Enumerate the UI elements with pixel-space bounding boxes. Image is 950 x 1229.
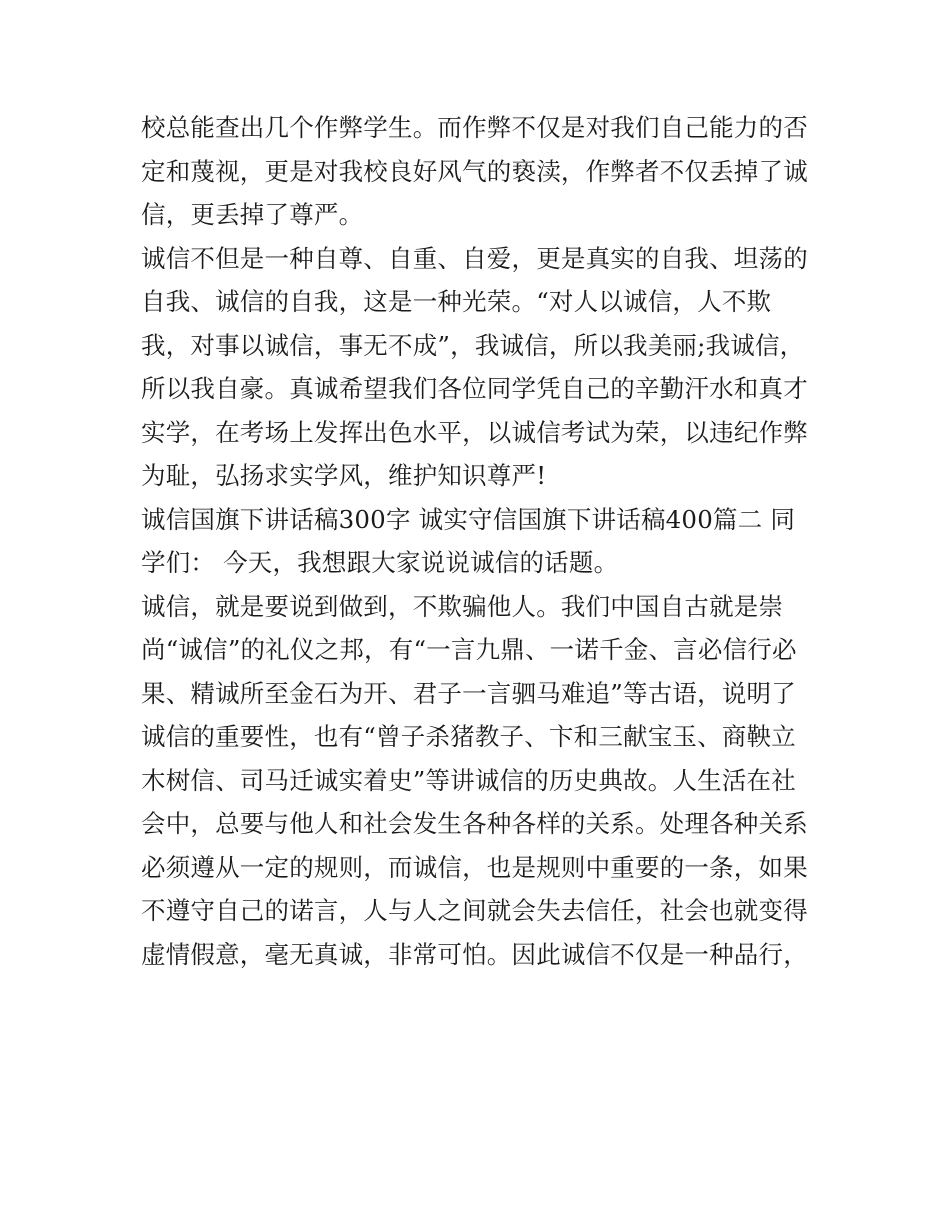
text-line: 木树信、司马迁诚实着史”等讲诚信的历史典故。人生活在社	[141, 765, 796, 795]
text-line: 自我、诚信的自我，这是一种光荣。“对人以诚信，人不欺	[141, 287, 772, 316]
text-line: 我，对事以诚信，事无不成”，我诚信，所以我美丽;我诚信，	[141, 330, 805, 360]
text-line: 果、精诚所至金石为开、君子一言驷马难追”等古语，说明了	[141, 678, 796, 708]
text-line: 会中，总要与他人和社会发生各种各样的关系。处理各种关系	[141, 809, 808, 838]
text-line: 所以我自豪。真诚希望我们各位同学凭自己的辛勤汗水和真才	[141, 374, 808, 403]
text-line: 为耻，弘扬求实学风，维护知识尊严!	[141, 461, 547, 490]
text-line: 诚信的重要性，也有“曾子杀猪教子、卞和三献宝玉、商鞅立	[141, 722, 796, 751]
text-line: 校总能查出几个作弊学生。而作弊不仅是对我们自己能力的否	[141, 113, 808, 142]
text-line: 实学，在考场上发挥出色水平，以诚信考试为荣，以违纪作弊	[141, 417, 808, 447]
text-line: 诚信不但是一种自尊、自重、自爱，更是真实的自我、坦荡的	[141, 243, 808, 273]
text-line: 信，更丢掉了尊严。	[141, 200, 364, 229]
body-text	[141, 106, 813, 976]
text-line: 虚情假意，毫无真诚，非常可怕。因此诚信不仅是一种品行，	[141, 939, 808, 969]
text-line: 尚“诚信”的礼仪之邦，有“一言九鼎、一诺千金、言必信行必	[141, 635, 797, 664]
text-line: 定和蔑视，更是对我校良好风气的亵渎，作弊者不仅丢掉了诚	[141, 156, 808, 186]
text-line: 诚信，就是要说到做到，不欺骗他人。我们中国自古就是崇	[141, 591, 784, 621]
text-line: 诚信国旗下讲话稿300字 诚实守信国旗下讲话稿400篇二 同	[141, 504, 796, 534]
text-line: 学们： 今天，我想跟大家说说诚信的话题。	[141, 548, 619, 577]
text-line: 必须遵从一定的规则，而诚信，也是规则中重要的一条，如果	[141, 852, 808, 882]
text-line: 不遵守自己的诺言，人与人之间就会失去信任，社会也就变得	[141, 896, 808, 925]
